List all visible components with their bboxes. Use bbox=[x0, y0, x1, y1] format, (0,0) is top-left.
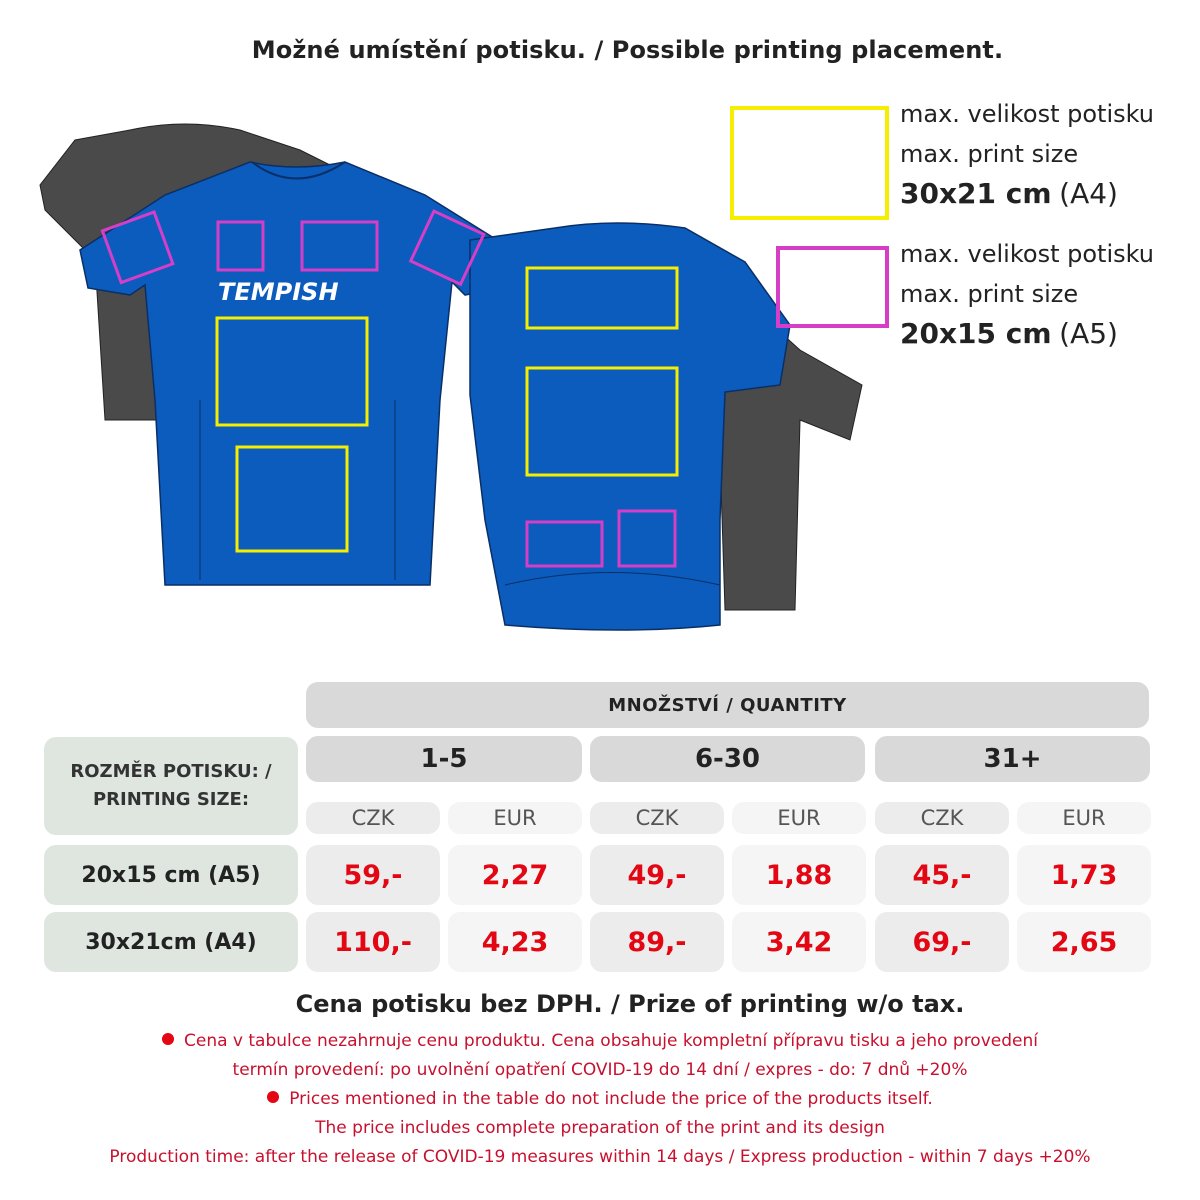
legend-a4-size: 30x21 cm bbox=[900, 177, 1052, 210]
price-cell: 2,27 bbox=[448, 845, 582, 905]
note-text-5: Production time: after the release of COVID-19 measures within 14 days / Express production - within 7 days +20% bbox=[109, 1147, 1091, 1167]
note-line-4 bbox=[0, 1118, 1200, 1138]
currency-eur-2: EUR bbox=[732, 802, 866, 834]
price-cell: 1,88 bbox=[732, 845, 866, 905]
note-text-4: The price includes complete preparation of the print and its design bbox=[315, 1118, 885, 1138]
note-line-5 bbox=[0, 1147, 1200, 1167]
currency-eur-3: EUR bbox=[1017, 802, 1151, 834]
size-header-line2: PRINTING SIZE: bbox=[92, 789, 250, 810]
currency-czk-3: CZK bbox=[875, 802, 1009, 834]
legend-a5-size: 20x15 cm bbox=[900, 317, 1052, 350]
price-cell: 1,73 bbox=[1017, 845, 1151, 905]
note-text-3: Prices mentioned in the table do not include the price of the products itself. bbox=[289, 1089, 933, 1109]
note-line-3 bbox=[0, 1089, 1200, 1109]
currency-eur-1: EUR bbox=[448, 802, 582, 834]
price-cell: 3,42 bbox=[732, 912, 866, 972]
legend-yellow-box bbox=[732, 108, 887, 218]
size-label-a4: 30x21cm (A4) bbox=[44, 912, 298, 972]
legend-a5-line2: max. print size bbox=[900, 280, 1079, 308]
bullet-icon bbox=[267, 1091, 279, 1103]
price-cell: 2,65 bbox=[1017, 912, 1151, 972]
legend-a5 bbox=[900, 234, 1154, 355]
quantity-31-plus: 31+ bbox=[875, 736, 1150, 782]
brand-logo: TEMPISH bbox=[218, 278, 339, 306]
legend-a5-format: (A5) bbox=[1059, 317, 1118, 350]
legend-magenta-box bbox=[778, 248, 887, 326]
price-cell: 45,- bbox=[875, 845, 1009, 905]
legend-a4-line2: max. print size bbox=[900, 140, 1079, 168]
currency-czk-1: CZK bbox=[306, 802, 440, 834]
quantity-1-5: 1-5 bbox=[306, 736, 582, 782]
quantity-6-30: 6-30 bbox=[590, 736, 865, 782]
price-cell: 59,- bbox=[306, 845, 440, 905]
size-header bbox=[44, 737, 298, 835]
legend-a4-line1: max. velikost potisku bbox=[900, 100, 1154, 128]
size-header-line1: ROZMĚR POTISKU: / bbox=[70, 761, 272, 782]
price-cell: 110,- bbox=[306, 912, 440, 972]
price-cell: 69,- bbox=[875, 912, 1009, 972]
bullet-icon bbox=[162, 1033, 174, 1045]
note-line-1 bbox=[0, 1031, 1200, 1051]
size-label-a5: 20x15 cm (A5) bbox=[44, 845, 298, 905]
note-text-2: termín provedení: po uvolnění opatření COVID-19 do 14 dní / expres - do: 7 dnů +20% bbox=[232, 1060, 968, 1080]
price-note-title: Cena potisku bez DPH. / Prize of printing w/o tax. bbox=[295, 990, 965, 1018]
page-title: Možné umístění potisku. / Possible printing placement. bbox=[251, 36, 1004, 64]
quantity-header: MNOŽSTVÍ / QUANTITY bbox=[306, 682, 1149, 728]
currency-czk-2: CZK bbox=[590, 802, 724, 834]
price-cell: 49,- bbox=[590, 845, 724, 905]
legend-a4-format: (A4) bbox=[1059, 177, 1118, 210]
legend-a4 bbox=[900, 94, 1154, 215]
note-line-2 bbox=[0, 1060, 1200, 1080]
note-text-1: Cena v tabulce nezahrnuje cenu produktu. Cena obsahuje kompletní přípravu tisku a jeho provedení bbox=[184, 1031, 1038, 1051]
price-cell: 4,23 bbox=[448, 912, 582, 972]
price-cell: 89,- bbox=[590, 912, 724, 972]
legend-a5-line1: max. velikost potisku bbox=[900, 240, 1154, 268]
